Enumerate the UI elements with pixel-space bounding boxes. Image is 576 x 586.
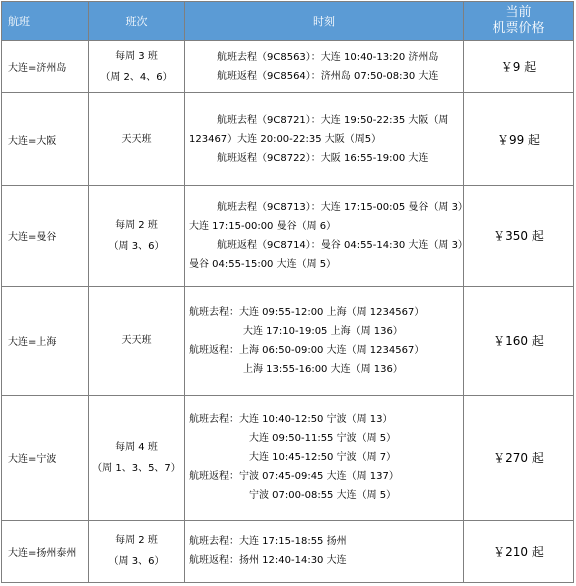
table-row-shanghai [2, 286, 574, 395]
schedule-line: 大连 17:10-19:05 上海（周 136） [243, 325, 403, 337]
frequency-line: 每周 3 班 [115, 50, 158, 62]
price-cell: ￥9 起 [464, 41, 574, 93]
route-cell: 大连=大阪 [2, 93, 89, 186]
table-row-yangzhou-taizhou [2, 520, 574, 583]
schedule-line: 航班去程：大连 09:55-12:00 上海（周 1234567） [189, 306, 425, 318]
schedule-line: 航班去程（9C8721）：大连 19:50-22:35 大阪（周 [217, 114, 449, 126]
frequency-cell [89, 41, 185, 93]
header-price [464, 2, 574, 41]
frequency-line: 每周 2 班 [115, 219, 158, 231]
schedule-line: 航班返程（9C8564）：济州岛 07:50-08:30 大连 [217, 70, 439, 82]
schedule-line: 航班返程（9C8722）：大阪 16:55-19:00 大连 [217, 152, 429, 164]
schedule-cell [185, 186, 468, 287]
header-price-line2: 机票价格 [492, 21, 545, 36]
schedule-line: 曼谷 04:55-15:00 大连（周 5） [189, 258, 337, 270]
frequency-line: 每周 2 班 [115, 535, 158, 547]
schedule-line: 123467）大连 20:00-22:35 大阪（周5） [189, 133, 382, 145]
frequency-days: （周 3、6） [108, 556, 165, 568]
route-cell: 大连=上海 [2, 286, 89, 395]
price-cell: ￥210 起 [464, 520, 574, 583]
table-row-osaka [2, 93, 574, 186]
schedule-line: 宁波 07:00-08:55 大连（周 5） [249, 490, 397, 502]
frequency-days: （周 1、3、5、7） [92, 462, 181, 474]
schedule-cell [185, 520, 464, 583]
price-cell: ￥160 起 [464, 286, 574, 395]
schedule-line: 大连 10:45-12:50 宁波（周 7） [249, 452, 397, 464]
schedule-cell [185, 41, 464, 93]
frequency-line: 天天班 [121, 133, 152, 145]
price-cell: ￥270 起 [464, 395, 574, 520]
schedule-line: 航班去程：大连 17:15-18:55 扬州 [189, 536, 347, 548]
frequency-days: （周 2、4、6） [100, 71, 173, 83]
schedule-line: 航班返程：上海 06:50-09:00 大连（周 1234567） [189, 344, 425, 356]
schedule-cell [185, 286, 464, 395]
frequency-line: 每周 4 班 [115, 441, 158, 453]
table-row-jeju [2, 41, 574, 93]
header-schedule: 时刻 [185, 2, 464, 41]
table-row-bangkok [2, 186, 574, 287]
schedule-line: 航班返程：扬州 12:40-14:30 大连 [189, 555, 347, 567]
table-row-ningbo [2, 395, 574, 520]
frequency-days: （周 3、6） [108, 240, 165, 252]
schedule-line: 大连 17:15-00:00 曼谷（周 6） [189, 220, 337, 232]
frequency-cell [89, 520, 185, 583]
schedule-line: 航班去程（9C8563）：大连 10:40-13:20 济州岛 [217, 51, 439, 63]
header-price-line1: 当前 [505, 5, 532, 20]
price-cell: ￥99 起 [464, 93, 574, 186]
schedule-line: 上海 13:55-16:00 大连（周 136） [243, 363, 403, 375]
header-frequency: 班次 [89, 2, 185, 41]
schedule-line: 大连 09:50-11:55 宁波（周 5） [249, 433, 397, 445]
route-cell: 大连=宁波 [2, 395, 89, 520]
schedule-line: 航班去程：大连 10:40-12:50 宁波（周 13） [189, 414, 393, 426]
header-route: 航班 [2, 2, 89, 41]
schedule-cell [185, 93, 464, 186]
schedule-line: 航班去程（9C8713）：大连 17:15-00:05 曼谷（周 3） [217, 201, 468, 213]
schedule-line: 航班返程：宁波 07:45-09:45 大连（周 137） [189, 471, 399, 483]
frequency-cell [89, 186, 185, 287]
header-row [2, 2, 574, 41]
route-cell: 大连=曼谷 [2, 186, 89, 287]
schedule-line: 航班返程（9C8714）：曼谷 04:55-14:30 大连（周 3） [217, 239, 468, 251]
schedule-cell [185, 395, 464, 520]
frequency-cell [89, 395, 185, 520]
flight-table [1, 1, 574, 583]
frequency-cell [89, 286, 185, 395]
route-cell: 大连=扬州泰州 [2, 520, 89, 583]
price-cell: ￥350 起 [464, 186, 574, 287]
route-cell: 大连=济州岛 [2, 41, 89, 93]
frequency-cell [89, 93, 185, 186]
frequency-line: 天天班 [121, 335, 152, 347]
